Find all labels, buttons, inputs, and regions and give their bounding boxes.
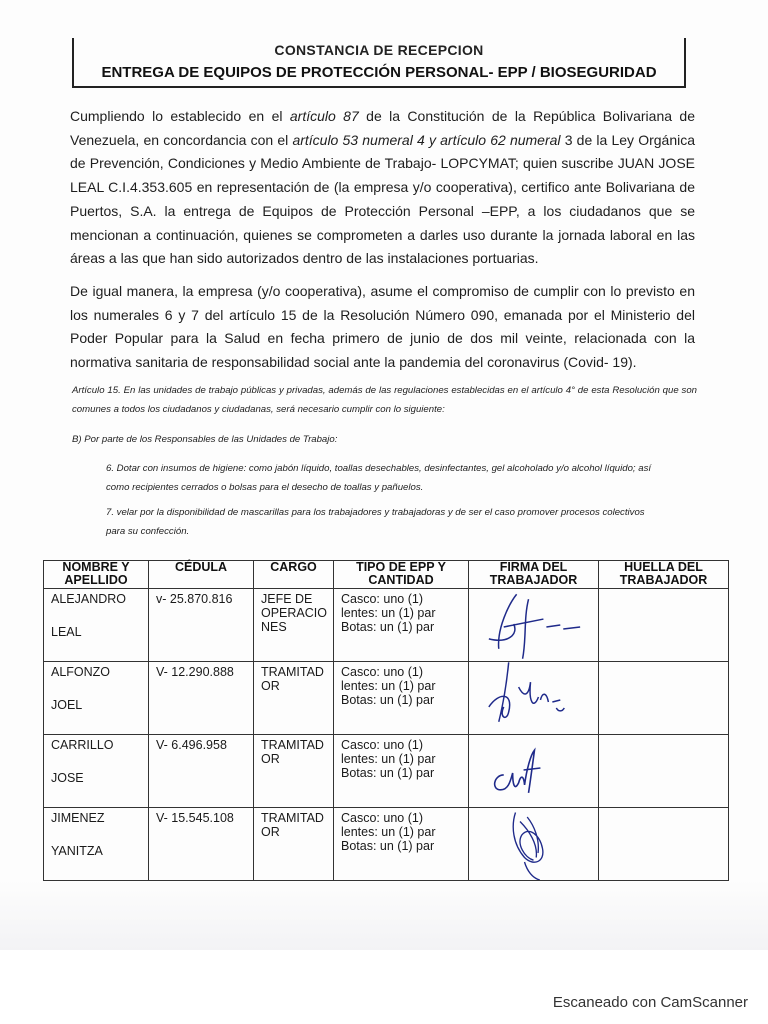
name-cell — [44, 808, 149, 881]
cedula-value: v- 25.870.816 — [156, 592, 233, 606]
document-subtitle: CONSTANCIA DE RECEPCION — [274, 42, 484, 58]
article-15-text: Artículo 15. En las unidades de trabajo públicas y privadas, además de las regulaciones establecidas en el artículo 4° de esta Resolución que son comunes a todos los ciudadanos y ciudadanas, será necesario cumplir con lo siguiente: — [72, 385, 697, 415]
intro-text-3: 3 de la Ley Orgánica de Prevención, Condiciones y Medio Ambiente de Trabajo- LOPCYMAT; quien suscribe JUAN JOSE LEAL C.I.4.353.605 en representación de (la empresa y/o cooperativa), certifico ante Bolivariana de Puertos, S.A. la entrega de Equipos de Protección Personal –EPP, a los ciudadanos que se mencionan a continuación, quienes se comprometen a darles uso durante la jornada laboral en las áreas a las que han sido autorizados dentro de las instalaciones portuarias. — [70, 131, 696, 267]
document-title: ENTREGA DE EQUIPOS DE PROTECCIÓN PERSONAL- EPP / BIOSEGURIDAD — [101, 64, 657, 81]
epp-delivery-table — [43, 560, 729, 881]
signature-cell — [469, 808, 599, 881]
epp-helmet: Casco: uno (1) — [341, 592, 423, 606]
epp-glasses: lentes: un (1) par — [341, 825, 436, 839]
intro-text-1: Cumpliendo lo establecido en el — [70, 108, 290, 124]
cedula-value: V- 12.290.888 — [156, 665, 234, 679]
header-fingerprint: HUELLA DEL TRABAJADOR — [599, 561, 729, 589]
name-cell — [44, 735, 149, 808]
cargo-cell — [254, 735, 334, 808]
cargo-cell — [254, 808, 334, 881]
intro-italic-1: artículo 87 — [289, 108, 359, 124]
table-header-row — [44, 561, 729, 589]
cedula-cell — [149, 735, 254, 808]
handwritten-signature — [469, 589, 598, 661]
signature-cell — [469, 589, 599, 662]
cedula-cell — [149, 662, 254, 735]
scanner-watermark: Escaneado con CamScanner — [552, 994, 748, 1011]
title-box — [72, 38, 686, 88]
cargo-value: TRAMITAD OR — [261, 738, 324, 766]
epp-helmet: Casco: uno (1) — [341, 811, 423, 825]
epp-boots: Botas: un (1) par — [341, 620, 435, 634]
commitment-paragraph: De igual manera, la empresa (y/o cooperativa), asume el compromiso de cumplir con lo previsto en los numerales 6 y 7 del artículo 15 de la Resolución Número 090, emanada por el Ministerio del Poder Popular para la Salud en fecha primero de junio de dos mil veinte, relacionada con la normativa sanitaria de responsabilidad social ante la pandemia del coronavirus (Covid- 19). — [70, 283, 695, 371]
fingerprint-cell — [599, 589, 729, 662]
cedula-cell — [149, 808, 254, 881]
epp-cell — [334, 735, 469, 808]
item-7-text: 7. velar por la disponibilidad de mascarillas para los trabajadores y trabajadoras y de ser el caso promover procesos colectivos para su confección. — [106, 507, 645, 537]
intro-italic-2: artículo 53 numeral 4 y artículo 62 numeral — [292, 131, 561, 148]
header-cedula: CÉDULA — [149, 561, 254, 589]
handwritten-signature — [469, 808, 598, 880]
section-b-heading: B) Por parte de los Responsables de las Unidades de Trabajo: — [72, 434, 338, 445]
given-name: LEAL — [51, 625, 82, 639]
table-row — [44, 808, 729, 881]
given-name: JOSE — [51, 771, 84, 785]
table-row — [44, 589, 729, 662]
table-row — [44, 662, 729, 735]
epp-cell — [334, 589, 469, 662]
surname: JIMENEZ — [51, 811, 105, 825]
handwritten-signature — [469, 662, 598, 734]
epp-helmet: Casco: uno (1) — [341, 738, 423, 752]
given-name: JOEL — [51, 698, 83, 712]
surname: ALFONZO — [51, 665, 111, 679]
signature-cell — [469, 662, 599, 735]
header-name: NOMBRE Y APELLIDO — [44, 561, 149, 589]
cargo-cell — [254, 589, 334, 662]
epp-glasses: lentes: un (1) par — [341, 606, 436, 620]
name-cell — [44, 662, 149, 735]
cargo-cell — [254, 662, 334, 735]
surname: CARRILLO — [51, 738, 114, 752]
epp-helmet: Casco: uno (1) — [341, 665, 423, 679]
epp-boots: Botas: un (1) par — [341, 693, 435, 707]
fingerprint-cell — [599, 662, 729, 735]
cedula-cell — [149, 589, 254, 662]
item-6-text: 6. Dotar con insumos de higiene: como jabón líquido, toallas desechables, desinfectantes, gel alcoholado y/o alcohol líquido; así como recipientes cerrados o bolsas para el desecho de toallas y pañuelos. — [106, 463, 652, 493]
epp-cell — [334, 662, 469, 735]
cedula-value: V- 15.545.108 — [156, 811, 234, 825]
epp-boots: Botas: un (1) par — [341, 839, 435, 853]
header-epp: TIPO DE EPP Y CANTIDAD — [334, 561, 469, 589]
intro-text-2: de la Constitución de la República Bolivariana de Venezuela, en concordancia con el — [70, 108, 695, 148]
epp-cell — [334, 808, 469, 881]
signature-cell — [469, 735, 599, 808]
cargo-value: TRAMITAD OR — [261, 665, 324, 693]
cargo-value: JEFE DE OPERACIO NES — [261, 592, 327, 634]
epp-glasses: lentes: un (1) par — [341, 679, 436, 693]
header-cargo: CARGO — [254, 561, 334, 589]
cedula-value: V- 6.496.958 — [156, 738, 227, 752]
handwritten-signature — [469, 735, 598, 807]
fingerprint-cell — [599, 735, 729, 808]
header-signature: FIRMA DEL TRABAJADOR — [469, 561, 599, 589]
fingerprint-cell — [599, 808, 729, 881]
epp-glasses: lentes: un (1) par — [341, 752, 436, 766]
page-bottom-shadow — [0, 880, 768, 950]
name-cell — [44, 589, 149, 662]
intro-paragraph — [70, 105, 695, 271]
epp-boots: Botas: un (1) par — [341, 766, 435, 780]
table-row — [44, 735, 729, 808]
surname: ALEJANDRO — [51, 592, 127, 606]
cargo-value: TRAMITAD OR — [261, 811, 324, 839]
given-name: YANITZA — [51, 844, 103, 858]
